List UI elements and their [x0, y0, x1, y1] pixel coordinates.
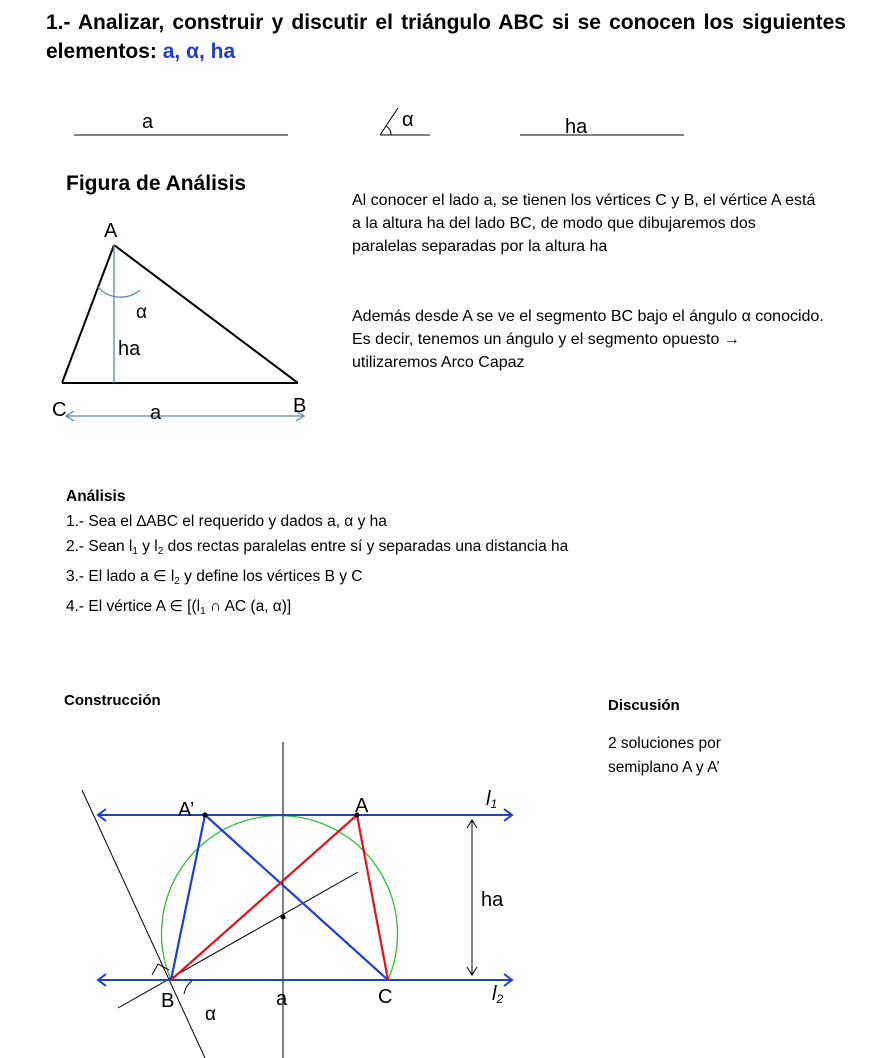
discussion-heading: Discusión [608, 697, 680, 714]
a-label: a [150, 402, 162, 424]
analysis-step-3: 3.- El lado a ∈ $l_2$ y define los vértices B y C [66, 568, 363, 587]
alpha-arc [184, 980, 193, 994]
analysis-heading: Análisis [66, 488, 126, 505]
label-c: C [378, 986, 393, 1008]
given-a-label: a [142, 111, 154, 133]
given-alpha-ray2 [380, 108, 398, 135]
label-l1: l1 [486, 788, 498, 811]
label-alpha: α [205, 1004, 216, 1025]
label-a: A [355, 795, 369, 817]
label-side-a: a [276, 988, 288, 1010]
given-alpha-arc [386, 126, 391, 135]
title-given: a, α, ha [162, 40, 236, 63]
discussion-text: 2 soluciones por semiplano A y A’ [608, 735, 721, 776]
analysis-figure [0, 210, 340, 440]
analysis-steps [66, 484, 568, 624]
tangent-line [82, 790, 205, 1058]
analysis-step-2: 2.- Sean $l_1$ y $l_2$ dos rectas paralelas entre sí y separadas una distancia ha [66, 538, 569, 557]
ha-label: ha [118, 338, 141, 360]
problem-title [46, 8, 846, 66]
analysis-step-1: 1.- Sea el ∆ABC el requerido y dados a, α y ha [66, 513, 387, 530]
perpendicular-line [118, 872, 358, 1008]
given-ha-label: ha [565, 116, 588, 138]
vertex-a-label: A [104, 220, 118, 242]
given-elements [0, 100, 869, 150]
analysis-figure-heading: Figura de Análisis [66, 172, 247, 195]
vertex-b-label: B [293, 395, 307, 417]
label-b: B [161, 990, 175, 1012]
point-aprime [203, 813, 208, 818]
description-p2: Además desde A se ve el segmento BC bajo el ángulo α conocido. Es decir, tenemos un ángulo y el segmento opuesto → utilizaremos Arco Capaz [352, 308, 824, 371]
title-text: 1.- Analizar, construir y discutir el triángulo ABC si se conocen los siguientes elementos: [46, 11, 846, 63]
description-p1: Al conocer el lado a, se tienen los vértices C y B, el vértice A está a la altura ha del lado BC, de modo que dibujaremos dos paralelas separadas por la altura ha [352, 192, 816, 255]
construction-figure [0, 730, 869, 1058]
angle-alpha-arc [98, 287, 140, 297]
label-aprime: A’ [178, 799, 195, 821]
side-ca [62, 245, 114, 383]
label-l2: l2 [492, 983, 504, 1006]
arc-center [281, 915, 286, 920]
analysis-step-4: 4.- El vértice A ∈ [($l_1$ ∩ AC (a, α)] [66, 598, 292, 617]
label-ha: ha [481, 889, 504, 911]
alpha-label: α [136, 302, 147, 323]
given-alpha-label: α [402, 109, 414, 131]
vertex-c-label: C [52, 399, 67, 421]
construction-heading: Construcción [64, 692, 161, 709]
